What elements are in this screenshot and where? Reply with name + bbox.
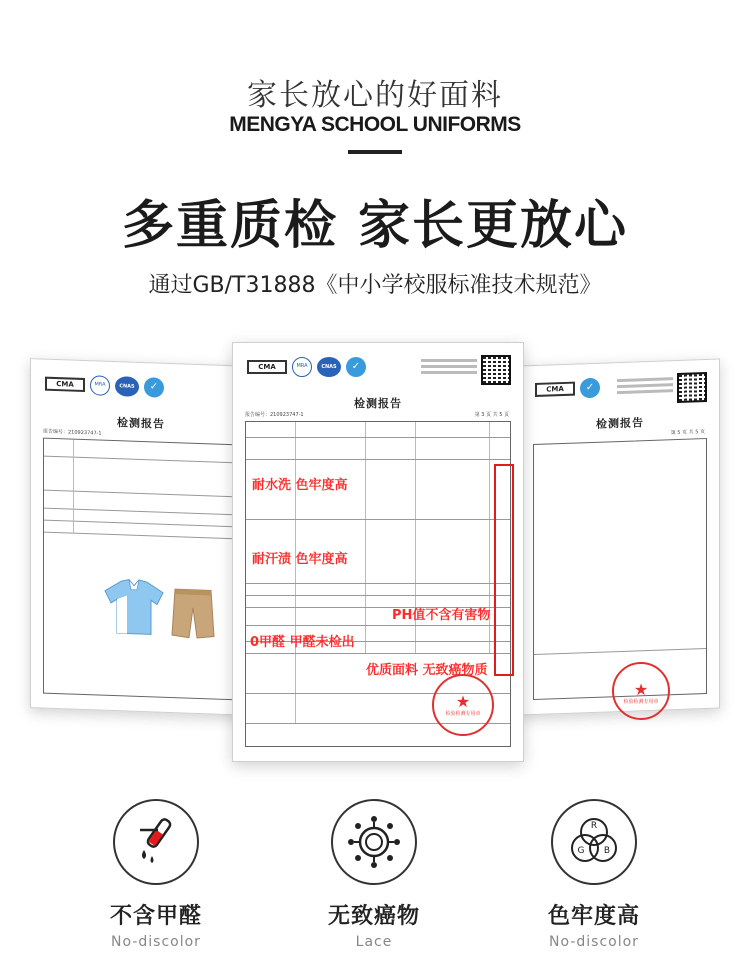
official-stamp: ★ 检验检测专用章 [432, 674, 494, 736]
shorts-image [171, 587, 215, 641]
feature-colorfast [524, 799, 664, 950]
cma-logo: CMA [535, 382, 575, 397]
official-stamp: ★ 检验检测专用章 [612, 662, 670, 720]
brand-name: MENGYA SCHOOL UNIFORMS [229, 113, 521, 136]
feature-name: 色牢度高 [547, 904, 640, 929]
annotation-carcinogen: 优质面料 无致癌物质 [366, 663, 488, 678]
annotation-formaldehyde: 0甲醛 甲醛未检出 [250, 635, 355, 650]
contact-info [617, 377, 673, 397]
report-title: 检测报告 [596, 416, 644, 431]
cnas-logo: CNAS [115, 376, 139, 397]
polo-shirt-image [103, 577, 165, 637]
annotation-sweat: 耐汗渍 色牢度高 [252, 552, 348, 567]
feature-carcinogen [304, 799, 444, 950]
report-right [520, 359, 720, 716]
page-subtitle: 家长放心的好面料 [247, 78, 503, 113]
page-info: 第 5 页 共 5 页 [670, 429, 705, 437]
svg-text:G: G [577, 846, 585, 856]
annotation-ph: PH值不含有害物 [392, 608, 491, 623]
title-divider [348, 150, 402, 154]
check-logo: ✓ [580, 378, 600, 399]
ilac-logo: MRA [292, 357, 312, 377]
page-info: 第 3 页 共 5 页 [474, 412, 509, 418]
report-number: 报告编号：210923747-1 [43, 428, 102, 437]
standard-text: 通过GB/T31888《中小学校服标准技术规范》 [148, 273, 602, 298]
report-table [533, 438, 707, 700]
virus-icon [331, 799, 417, 885]
test-tube-icon [113, 799, 199, 885]
report-table [43, 438, 239, 701]
feature-name: 无致癌物 [327, 904, 420, 929]
cnas-logo: CNAS [317, 357, 341, 377]
qr-code [677, 372, 707, 403]
report-left [30, 358, 252, 716]
annotation-wash: 耐水洗 色牢度高 [252, 478, 348, 493]
certification-logos [247, 357, 366, 377]
feature-formaldehyde [86, 799, 226, 950]
cma-logo: CMA [45, 377, 85, 392]
report-title: 检测报告 [117, 416, 165, 431]
headline: 多重质检 家长更放心 [121, 196, 629, 256]
feature-name: 不含甲醛 [109, 904, 202, 929]
ilac-logo: MRA [90, 375, 110, 396]
cma-logo: CMA [247, 360, 287, 374]
rgb-circles-icon [551, 799, 637, 885]
contact-info [421, 359, 477, 377]
qr-code [481, 355, 511, 385]
feature-english: No-discolor [111, 934, 201, 950]
certification-logos [45, 374, 164, 398]
feature-english: Lace [355, 934, 393, 950]
certification-logos [535, 378, 600, 400]
check-logo: ✓ [346, 357, 366, 377]
report-title: 检测报告 [354, 397, 402, 410]
check-logo: ✓ [144, 377, 164, 398]
result-highlight-box [494, 464, 514, 676]
feature-english: No-discolor [549, 934, 639, 950]
svg-text:B: B [603, 846, 611, 856]
report-number: 报告编号：210923747-1 [245, 412, 304, 418]
svg-text:R: R [590, 821, 598, 831]
